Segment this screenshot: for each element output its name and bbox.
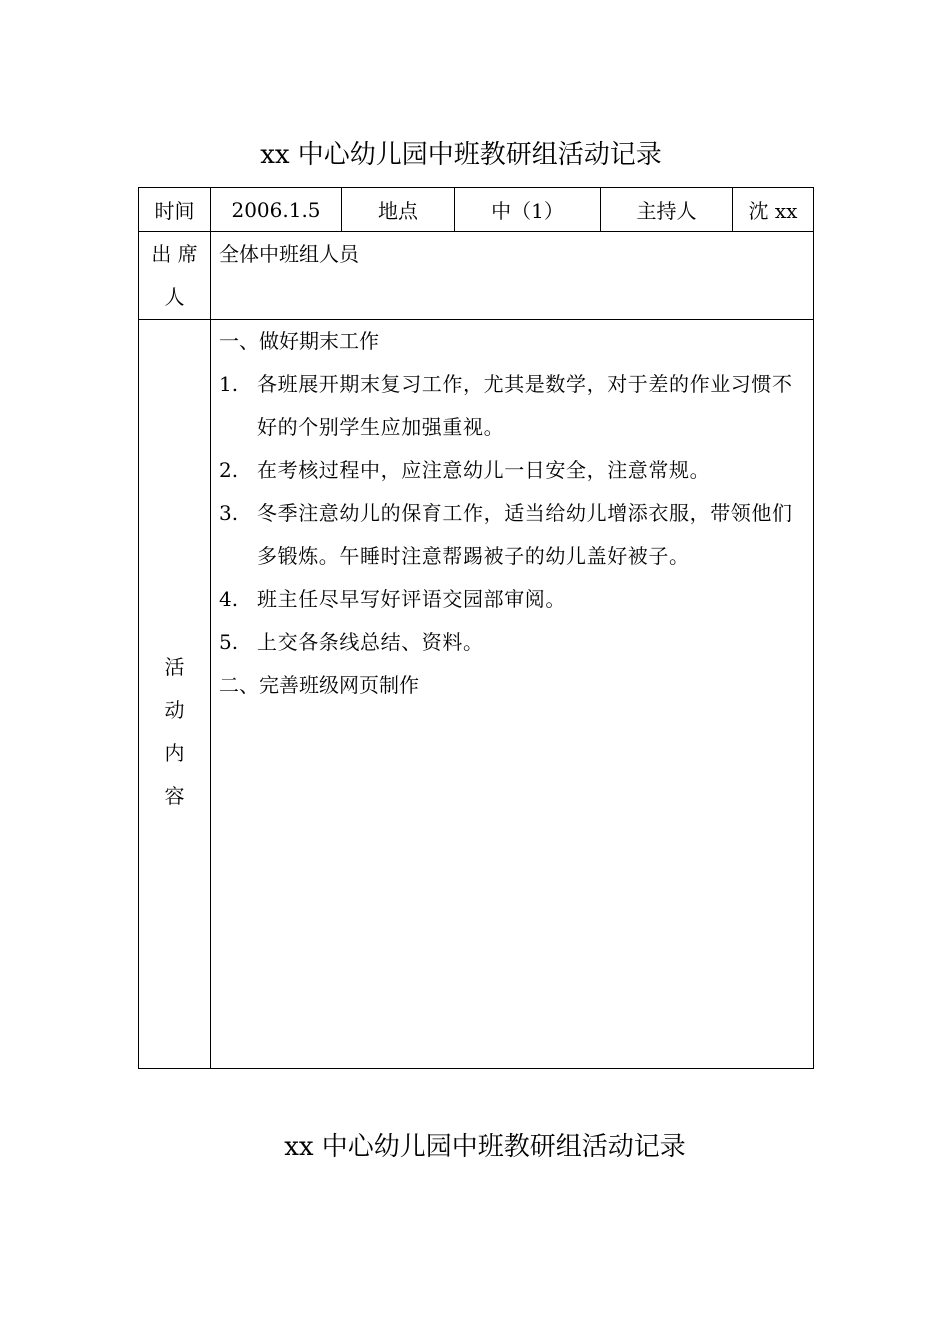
activity-record-table (138, 187, 814, 1069)
activity-content-label (139, 320, 211, 1069)
item-text: 上交各条线总结、资料。 (257, 630, 484, 654)
activity-label-char: 活 (164, 655, 185, 679)
item-text: 冬季注意幼儿的保育工作，适当给幼儿增添衣服，带领他们多锻炼。午睡时注意帮踢被子的幼儿盖好被子。 (257, 501, 793, 568)
header-row (139, 188, 814, 232)
list-item (219, 449, 805, 492)
section-heading-1: 一、做好期末工作 (219, 329, 379, 353)
activity-content-row (139, 320, 814, 1069)
time-value: 2006.1.5 (211, 188, 342, 232)
section-heading-2: 二、完善班级网页制作 (219, 673, 419, 697)
activity-label-char: 容 (164, 784, 185, 808)
place-label: 地点 (342, 188, 455, 232)
list-item (219, 363, 805, 449)
activity-content (211, 320, 814, 1069)
item-number: 3. (219, 501, 239, 525)
host-value: 沈 xx (733, 188, 814, 232)
time-label: 时间 (139, 188, 211, 232)
document-title-repeat: xx 中心幼儿园中班教研组活动记录 (284, 1132, 686, 1162)
attendees-label-line2: 人 (164, 285, 185, 309)
document-title: xx 中心幼儿园中班教研组活动记录 (260, 140, 662, 170)
place-value: 中（1） (455, 188, 601, 232)
attendees-label (139, 232, 211, 320)
host-label: 主持人 (601, 188, 733, 232)
list-item (219, 492, 805, 578)
attendees-label-line1: 出 席 (151, 242, 198, 266)
activity-label-char: 内 (164, 741, 185, 765)
list-item (219, 578, 805, 621)
item-text: 班主任尽早写好评语交园部审阅。 (257, 587, 566, 611)
item-text: 各班展开期末复习工作，尤其是数学，对于差的作业习惯不好的个别学生应加强重视。 (257, 372, 793, 439)
item-number: 5. (219, 630, 239, 654)
list-item (219, 621, 805, 664)
activity-label-char: 动 (164, 698, 185, 722)
item-number: 2. (219, 458, 239, 482)
item-text: 在考核过程中，应注意幼儿一日安全，注意常规。 (257, 458, 711, 482)
attendees-value: 全体中班组人员 (211, 232, 814, 320)
attendees-row (139, 232, 814, 320)
item-number: 1. (219, 372, 239, 396)
item-number: 4. (219, 587, 239, 611)
